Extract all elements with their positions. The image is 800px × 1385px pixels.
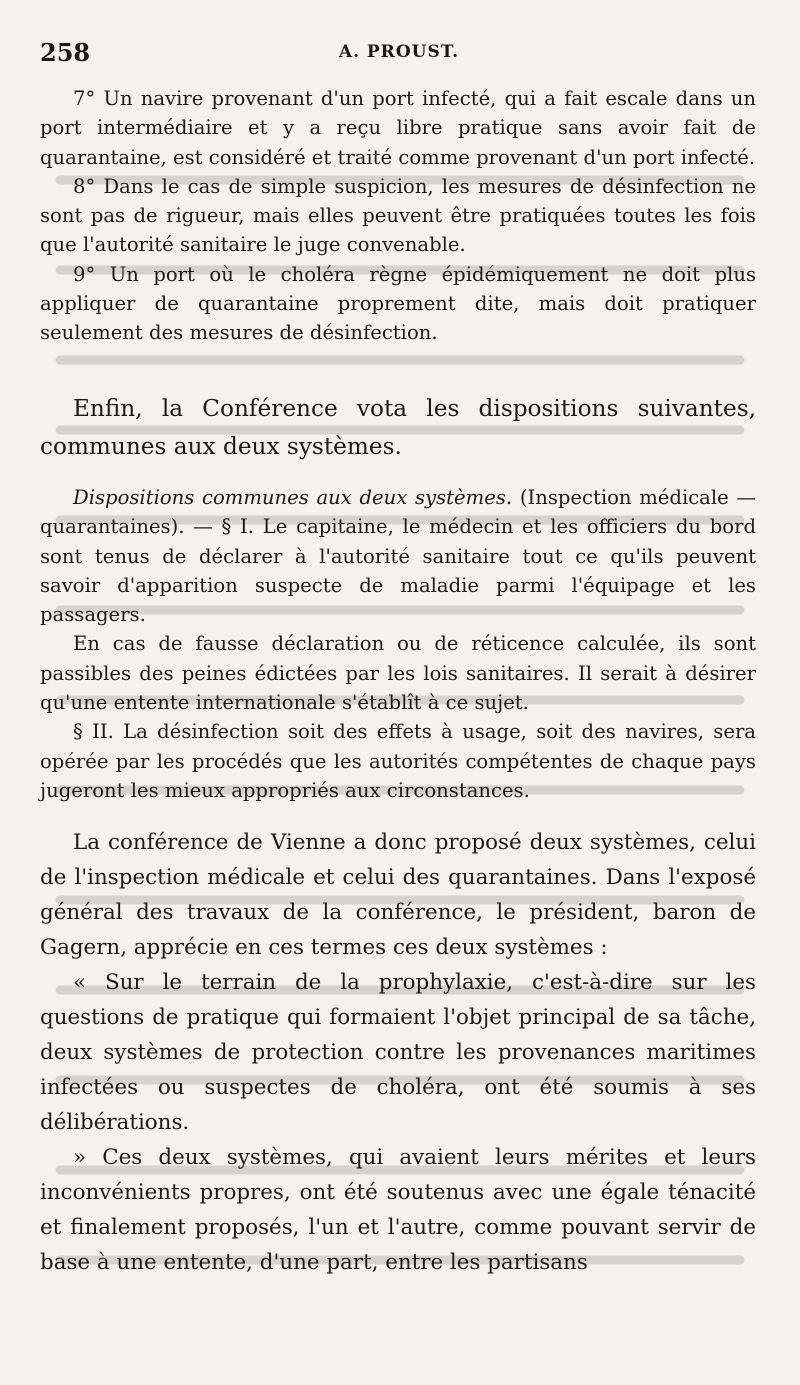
common-dispositions: [40, 483, 756, 805]
dispositions-heading: Dispositions communes aux deux systèmes.: [73, 486, 513, 509]
dispositions-section-1: (Inspection médicale — quarantaines). — § I. Le capitaine, le médecin et les officiers du bord sont tenus de déclarer à l'autorité sanitaire tout ce qu'ils peuvent savoir d'apparition suspecte de maladie parmi l'équipage et les passagers.: [40, 486, 756, 627]
page-number: 258: [40, 38, 91, 67]
dispositions-paragraph-2: En cas de fausse déclaration ou de réticence calculée, ils sont passibles des peines édictées par les lois sanitaires. Il serait à désirer qu'une entente internationale s'établît à ce sujet.: [40, 632, 756, 715]
commentary-paragraph-1: La conférence de Vienne a donc proposé deux systèmes, celui de l'inspection médicale et celui des quarantaines. Dans l'exposé général des travaux de la conférence, le président, baron de Gagern, apprécie en ces termes ces deux systèmes :: [40, 830, 756, 960]
running-head: A. PROUST.: [338, 42, 460, 62]
dispositions-paragraph-1: [40, 483, 756, 629]
gagern-quote-1: « Sur le terrain de la prophylaxie, c'est-à-dire sur les questions de pratique qui formaient l'objet principal de sa tâche, deux systèmes de protection contre les provenances maritimes infectées ou suspectes de choléra, ont été soumis à ses délibérations.: [40, 970, 756, 1135]
numbered-articles: [40, 84, 756, 348]
article-9: 9° Un port où le choléra règne épidémiquement ne doit plus appliquer de quarantaine proprement dite, mais doit pratiquer seulement des mesures de désinfection.: [40, 262, 756, 345]
commentary-block: [40, 825, 756, 1280]
conference-intro-block: [40, 390, 756, 466]
page-header: [40, 38, 758, 68]
gagern-quote-2: » Ces deux systèmes, qui avaient leurs mérites et leurs inconvénients propres, ont été soutenus avec une égale ténacité et finalement proposés, l'un et l'autre, comme pouvant servir de base à une entente, d'une part, entre les partisans: [40, 1145, 756, 1275]
article-7: 7° Un navire provenant d'un port infecté, qui a fait escale dans un port intermédiaire et y a reçu libre pratique sans avoir fait de quarantaine, est considéré et traité comme provenant d'un port infecté.: [40, 87, 756, 169]
article-8: 8° Dans le cas de simple suspicion, les mesures de désinfection ne sont pas de rigueur, mais elles peuvent être pratiquées toutes les fois que l'autorité sanitaire le juge convenable.: [40, 174, 756, 257]
dispositions-section-2: § II. La désinfection soit des effets à usage, soit des navires, sera opérée par les procédés que les autorités compétentes de chaque pays jugeront les mieux appropriés aux circonstances.: [40, 720, 756, 802]
conference-intro: Enfin, la Conférence vota les dispositions suivantes, communes aux deux systèmes.: [40, 395, 756, 460]
